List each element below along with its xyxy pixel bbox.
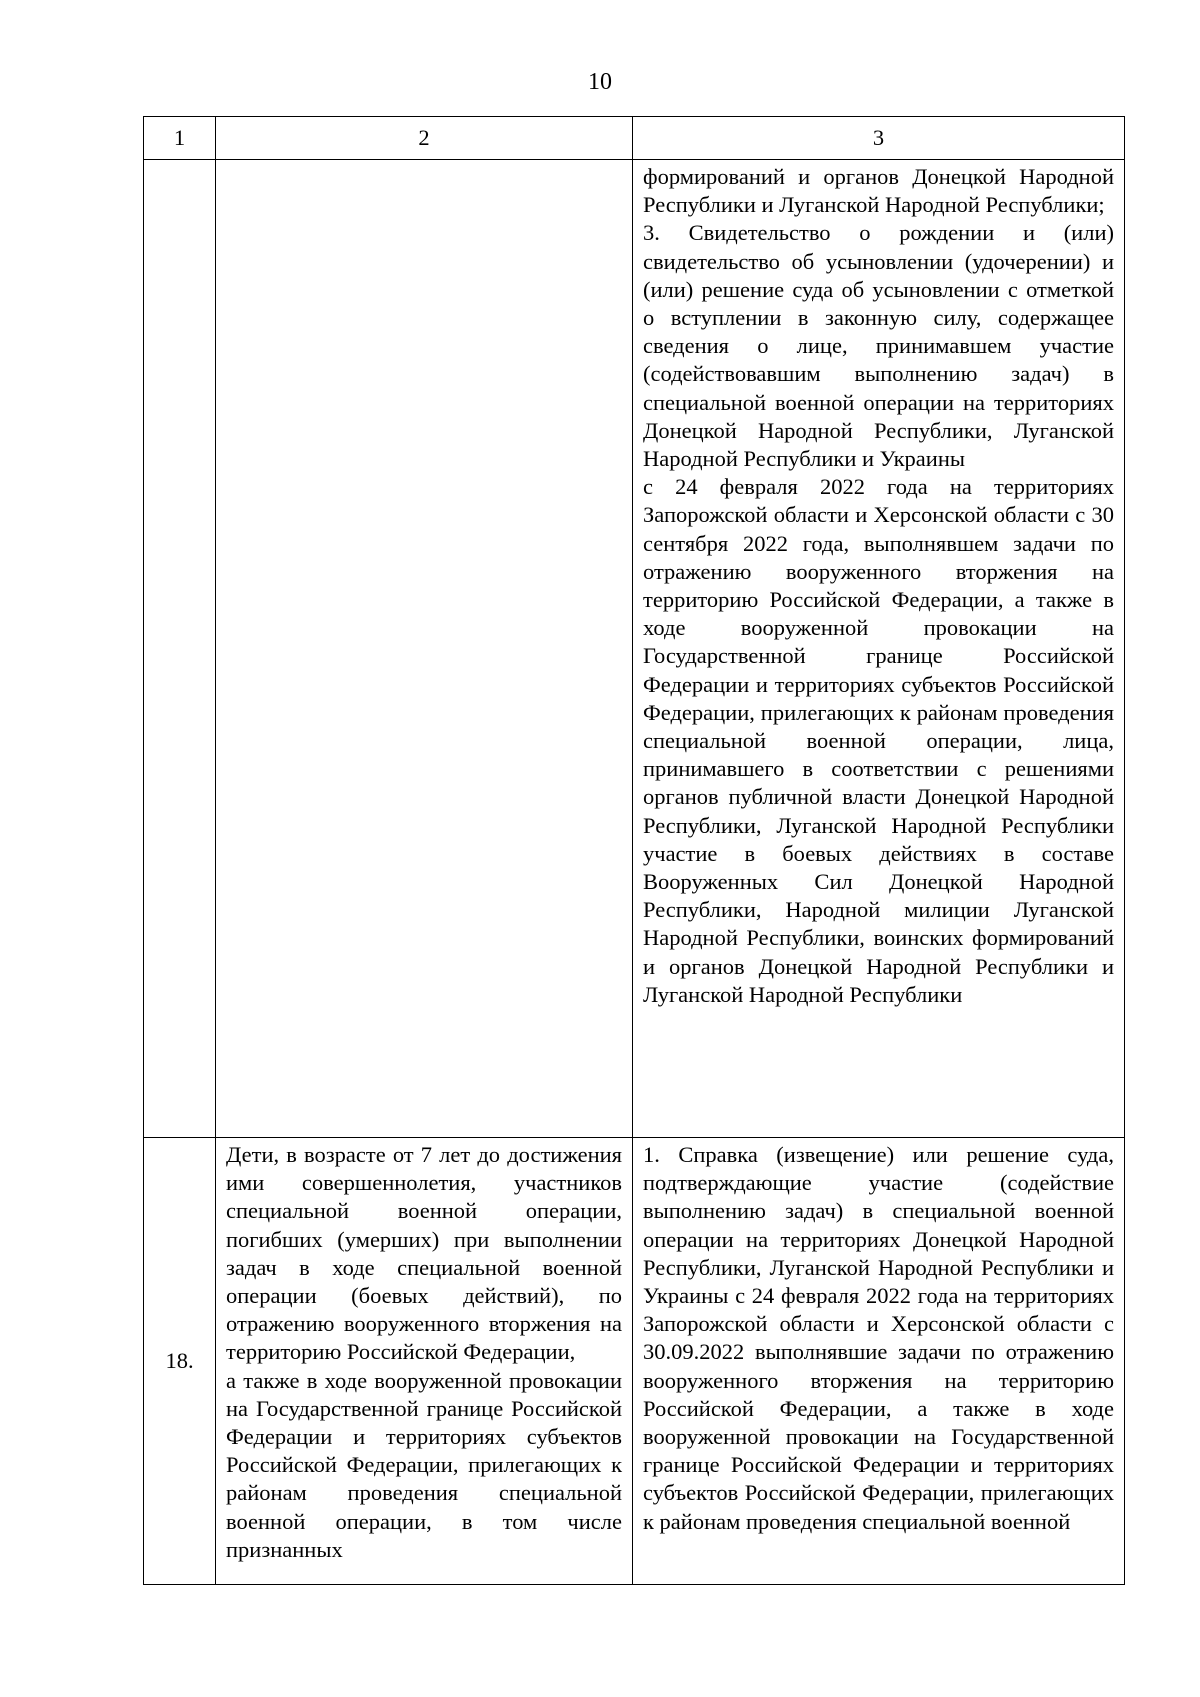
category-paragraph: а также в ходе вооруженной провокации на Государственной границе Российской Федерации и территориях субъектов Российской Федерации, прилегающих к районам проведения специальной военной операции, в том числе признанных — [226, 1367, 622, 1562]
table-row — [144, 160, 1125, 1138]
table-header-row — [144, 117, 1125, 160]
documents-cell — [633, 160, 1125, 1138]
documents-cell — [633, 1138, 1125, 1585]
documents-paragraph: формирований и органов Донецкой Народной Республики и Луганской Народной Республики; — [643, 164, 1114, 218]
row-number: 18. — [144, 1138, 216, 1585]
category-cell — [216, 160, 633, 1138]
documents-paragraph: 3. Свидетельство о рождении и (или) свидетельство об усыновлении (удочерении) и (или) решение суда об усыновлении с отметкой о вступлении в законную силу, содержащее сведения о лице, принимавшем участие (содействовавшим выполнению задач) в специальной военной операции на территориях Донецкой Народной Республики, Луганской Народной Республики и Украины — [643, 220, 1114, 472]
header-cell-3: 3 — [633, 117, 1125, 160]
documents-paragraph: 1. Справка (извещение) или решение суда, подтверждающие участие (содействие выполнению задач) в специальной военной операции на территориях Донецкой Народной Республики, Луганской Народной Республики и Украины с 24 февраля 2022 года на территориях Запорожской области и Херсонской области с 30.09.2022 выполнявшие задачи по отражению вооруженного вторжения на территорию Российской Федерации, а также в ходе вооруженной провокации на Государственной границе Российской Федерации и территориях субъектов Российской Федерации, прилегающих к районам проведения специальной военной — [643, 1142, 1114, 1534]
requirements-table — [143, 116, 1125, 1585]
header-cell-1: 1 — [144, 117, 216, 160]
header-cell-2: 2 — [216, 117, 633, 160]
page-number: 10 — [588, 69, 612, 95]
table-row — [144, 1138, 1125, 1585]
documents-paragraph: с 24 февраля 2022 года на территориях Запорожской области и Херсонской области с 30 сентября 2022 года, выполнявшем задачи по отражению вооруженного вторжения на территорию Российской Федерации, а также в ходе вооруженной провокации на Государственной границе Российской Федерации и территориях субъектов Российской Федерации, прилегающих к районам проведения специальной военной операции, лица, принимавшего в соответствии с решениями органов публичной власти Донецкой Народной Республики, Луганской Народной Республики участие в боевых действиях в составе Вооруженных Сил Донецкой Народной Республики, Народной милиции Луганской Народной Республики, воинских формирований и органов Донецкой Народной Республики и Луганской Народной Республики — [643, 474, 1114, 1007]
category-paragraph: Дети, в возрасте от 7 лет до достижения ими совершеннолетия, участников специальной военной операции, погибших (умерших) при выполнении задач в ходе специальной военной операции (боевых действий), по отражению вооруженного вторжения на территорию Российской Федерации, — [226, 1142, 622, 1365]
category-cell — [216, 1138, 633, 1585]
row-number — [144, 160, 216, 1138]
